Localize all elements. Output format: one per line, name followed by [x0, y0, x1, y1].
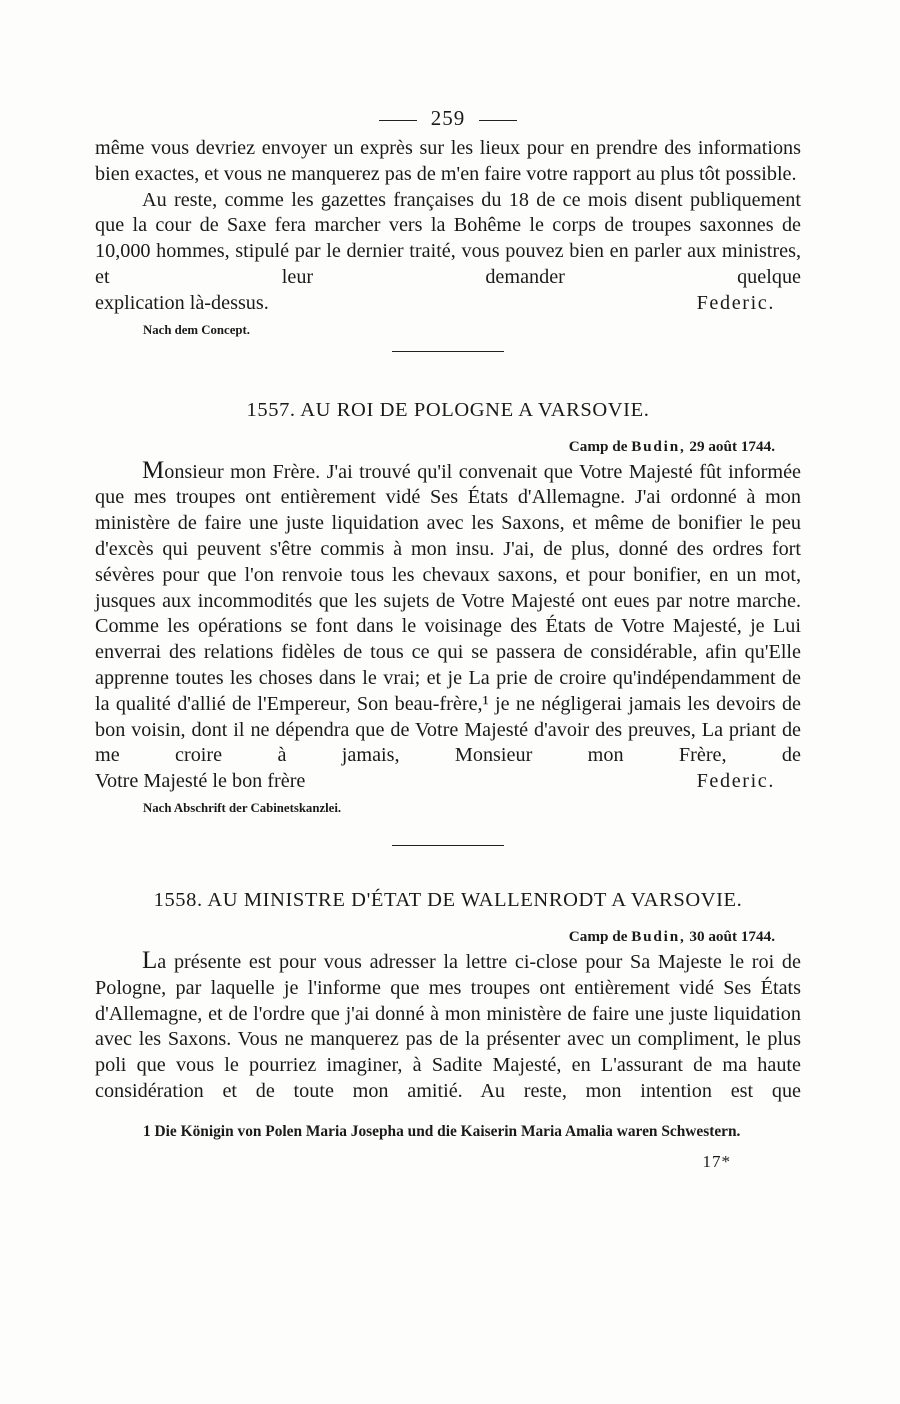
continuation-paragraph-2-end: explication là-dessus. [95, 291, 269, 314]
continuation-paragraph-2: Au reste, comme les gazettes françaises du 18 de ce mois disent publiquement que la cour de Saxe fera marcher vers la Bohême le corps de troupes saxonnes de 10,000 hommes, stipulé par le dernier traité, vous pouvez bien en parler aux ministres, et leur demander quelque [95, 188, 801, 288]
letter-1558-date-place: Budin, [631, 927, 686, 945]
letter-1558-body-text: a présente est pour vous adresser la lettre ci-close pour Sa Majeste le roi de Pologne, par laquelle je l'informe que mes troupes ont entièrement vidé Ses États d'Allemagne, et de l'ordre que j'ai donné à mon ministère de faire une juste liquidation avec les Saxons. Vous ne manquerez pas de la présenter avec un compliment, le plus poli que vous le pourriez imaginer, à Sadite Majesté, en L'assurant de ma haute considération et de toute mon amitié. Au reste, mon intention est que [95, 950, 801, 1102]
source-note-continuation: Nach dem Concept. [143, 322, 250, 337]
continuation-paragraph-1: même vous devriez envoyer un exprès sur les lieux pour en prendre des informations bien exactes, et vous ne manquerez pas de m'en faire votre rapport au plus tôt possible. [95, 137, 801, 185]
letter-1557-initial: M [142, 456, 165, 484]
page-number-dash-left [379, 120, 417, 121]
page-number-dash-right [479, 120, 517, 121]
letter-1558-date: 30 août 1744. [689, 927, 775, 945]
letter-1557-date: 29 août 1744. [689, 437, 775, 455]
letter-1557-body-text: onsieur mon Frère. J'ai trouvé qu'il convenait que Votre Majesté fût informée que mes troupes ont entièrement vidé Ses États d'Allemagne. J'ai ordonné à mon ministère de faire une juste liquidation avec les Saxons, et même de bonifier le peu d'excès qui peuvent s'être commis à mon insu. J'ai, de plus, donné des ordres fort sévères pour que l'on renvoie tous les chevaux saxons, et pour bonifier, en un mot, jusques aux incommodités que les sujets de Votre Majesté ont eues par notre marche. Comme les opérations se font dans le voisinage des États de Votre Majesté, je Lui enverrai des relations fidèles de tous ce qui se passera de considérable, afin qu'Elle apprenne toutes les choses dans le vrai; et je La prie de croire qu'indépendamment de la qualité d'allié de l'Empereur, Son beau-frère,¹ je ne négligerai jamais les devoirs de bon voisin, dont il ne dépendra que de Votre Majesté d'avoir des preuves, La priant de me croire à jamais, Monsieur mon Frère, de [95, 460, 801, 767]
letter-1557-date-place: Budin, [631, 437, 686, 455]
letter-1558-date-prefix: Camp de [568, 927, 628, 945]
letter-1558-title: 1558. AU MINISTRE D'ÉTAT DE WALLENRODT A VARSOVIE. [153, 888, 743, 911]
letter-1557-title: 1557. AU ROI DE POLOGNE A VARSOVIE. [246, 398, 650, 421]
separator-rule-1 [392, 351, 504, 352]
letter-1558-body [95, 948, 801, 1105]
letter-1557-body [95, 458, 801, 770]
letter-1558-initial: L [142, 946, 158, 974]
signature-mark: 17* [702, 1151, 731, 1171]
letter-1557-closing: Votre Majesté le bon frère [95, 770, 306, 793]
letter-1557-last-line [95, 769, 801, 795]
signature-continuation: Federic. [696, 291, 775, 314]
separator-rule-2 [392, 845, 504, 846]
source-note-1557: Nach Abschrift der Cabinetskanzlei. [143, 800, 342, 815]
letter-1558-dateline [95, 926, 801, 948]
footnote: 1 Die Königin von Polen Maria Josepha und die Kaiserin Maria Amalia waren Schwestern. [143, 1122, 741, 1140]
page-number-header [95, 100, 801, 136]
signature-1557: Federic. [696, 770, 775, 793]
letter-1557-date-prefix: Camp de [568, 437, 628, 455]
letter-1557-dateline [95, 436, 801, 458]
continuation-last-line [95, 291, 801, 317]
document-page [95, 100, 801, 1172]
page-number: 259 [430, 106, 466, 130]
